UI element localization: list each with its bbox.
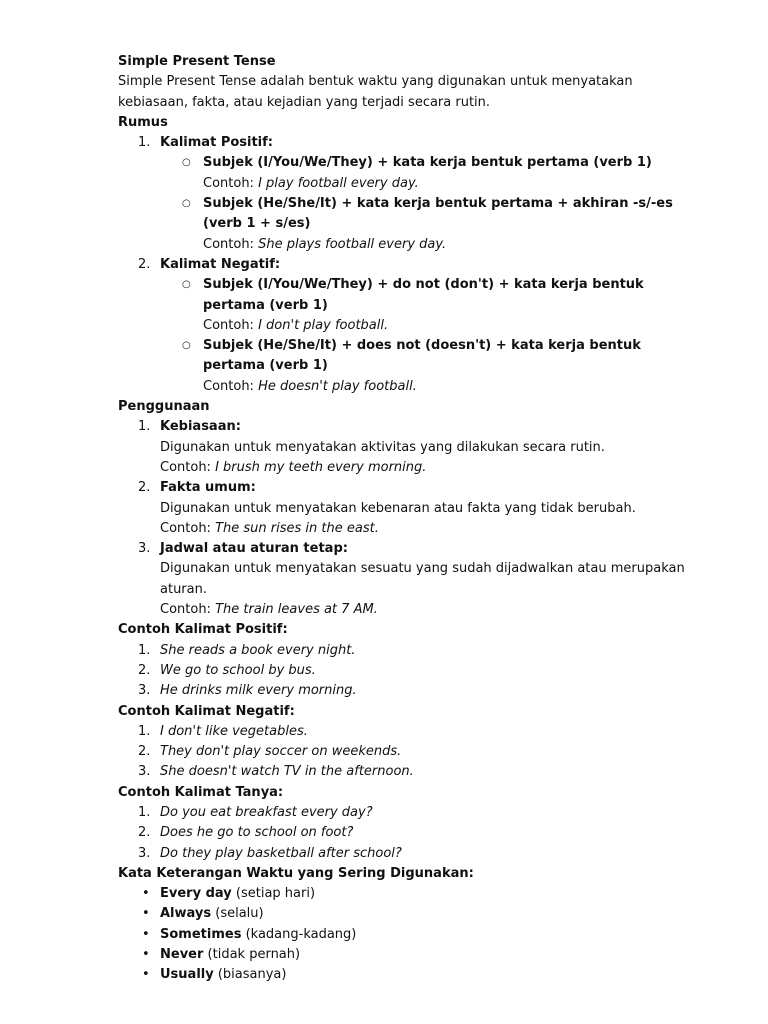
- list-item: [118, 641, 678, 661]
- list-item-label: Kalimat Negatif:: [160, 256, 281, 272]
- circle-bullet-icon: ○: [182, 198, 191, 210]
- circle-bullet-icon: ○: [182, 279, 191, 291]
- usage-description: Digunakan untuk menyatakan kebenaran atau fakta yang tidak berubah.: [160, 500, 636, 516]
- adverb-meaning: (setiap hari): [235, 886, 316, 902]
- sentence-text: She reads a book every night.: [160, 642, 356, 658]
- list-item: [118, 417, 678, 437]
- example-label: Contoh:: [160, 520, 211, 536]
- document-content: [118, 52, 685, 986]
- sentence-text: They don't play soccer on weekends.: [160, 744, 402, 760]
- adverb-meaning: (kadang-kadang): [245, 926, 357, 942]
- list-number: 3.: [138, 541, 151, 557]
- sentence-text: Do you eat breakfast every day?: [160, 804, 373, 820]
- sub-list-item: [118, 153, 678, 173]
- formula-continuation: pertama (verb 1): [203, 297, 328, 313]
- example-line: [118, 316, 678, 336]
- list-item: [118, 681, 678, 701]
- example-text: I play football every day.: [258, 175, 419, 191]
- list-number: 1.: [138, 135, 151, 151]
- list-item-label: Jadwal atau aturan tetap:: [160, 541, 348, 557]
- list-item: [118, 742, 678, 762]
- example-line: [118, 458, 678, 478]
- sentence-text: We go to school by bus.: [160, 662, 316, 678]
- formula-text: Subjek (I/You/We/They) + do not (don't) + kata kerja bentuk: [203, 277, 644, 293]
- sub-list-item: [118, 194, 678, 214]
- formula-continuation: (verb 1 + s/es): [203, 216, 311, 232]
- intro-line: kebiasaan, fakta, atau kejadian yang terjadi secara rutin.: [118, 94, 491, 110]
- list-number: 2.: [138, 662, 151, 678]
- bullet-dot-icon: •: [142, 967, 150, 983]
- example-text: The train leaves at 7 AM.: [215, 602, 378, 618]
- circle-bullet-icon: ○: [182, 340, 191, 352]
- example-line: [118, 377, 678, 397]
- list-item: [118, 478, 678, 498]
- adverb-meaning: (selalu): [215, 906, 264, 922]
- list-item-label: Kalimat Positif:: [160, 135, 273, 151]
- list-item: [118, 762, 678, 782]
- bullet-item: [118, 904, 678, 924]
- list-item: [118, 255, 678, 275]
- sentence-text: She doesn't watch TV in the afternoon.: [160, 764, 414, 780]
- usage-description: aturan.: [160, 581, 207, 597]
- section-heading-rumus: Rumus: [118, 114, 168, 130]
- example-line: [118, 600, 678, 620]
- section-heading-positif: Contoh Kalimat Positif:: [118, 622, 288, 638]
- section-heading-tanya: Contoh Kalimat Tanya:: [118, 784, 284, 800]
- section-heading-negatif: Contoh Kalimat Negatif:: [118, 703, 295, 719]
- sentence-text: Does he go to school on foot?: [160, 825, 354, 841]
- list-number: 2.: [138, 480, 151, 496]
- bullet-dot-icon: •: [142, 926, 150, 942]
- circle-bullet-icon: ○: [182, 157, 191, 169]
- list-number: 3.: [138, 764, 151, 780]
- list-item: [118, 844, 678, 864]
- example-line: [118, 235, 678, 255]
- formula-text: Subjek (He/She/It) + does not (doesn't) + kata kerja bentuk: [203, 338, 641, 354]
- bullet-item: [118, 884, 678, 904]
- adverb-term: Usually: [160, 967, 214, 983]
- list-number: 3.: [138, 683, 151, 699]
- example-line: [118, 174, 678, 194]
- list-number: 3.: [138, 845, 151, 861]
- adverb-term: Always: [160, 906, 212, 922]
- example-text: I don't play football.: [258, 317, 389, 333]
- example-text: He doesn't play football.: [258, 378, 417, 394]
- adverb-meaning: (tidak pernah): [207, 947, 301, 963]
- example-label: Contoh:: [203, 317, 254, 333]
- example-label: Contoh:: [160, 459, 211, 475]
- example-label: Contoh:: [160, 602, 211, 618]
- sub-list-item: [118, 275, 678, 295]
- bullet-item: [118, 965, 678, 985]
- example-label: Contoh:: [203, 236, 254, 252]
- adverb-term: Every day: [160, 886, 232, 902]
- list-number: 2.: [138, 256, 151, 272]
- intro-line: Simple Present Tense adalah bentuk waktu yang digunakan untuk menyatakan: [118, 74, 633, 90]
- list-item: [118, 661, 678, 681]
- list-item-label: Fakta umum:: [160, 480, 256, 496]
- example-label: Contoh:: [203, 378, 254, 394]
- section-heading-penggunaan: Penggunaan: [118, 399, 210, 415]
- formula-continuation: pertama (verb 1): [203, 358, 328, 374]
- usage-description: Digunakan untuk menyatakan sesuatu yang sudah dijadwalkan atau merupakan: [160, 561, 685, 577]
- list-item-label: Kebiasaan:: [160, 419, 241, 435]
- sub-list-item: [118, 336, 678, 356]
- page-title: Simple Present Tense: [118, 54, 276, 69]
- bullet-dot-icon: •: [142, 886, 150, 902]
- example-label: Contoh:: [203, 175, 254, 191]
- bullet-dot-icon: •: [142, 906, 150, 922]
- list-number: 1.: [138, 642, 151, 658]
- list-number: 1.: [138, 419, 151, 435]
- sentence-text: Do they play basketball after school?: [160, 845, 402, 861]
- section-heading-keterangan: Kata Keterangan Waktu yang Sering Digunakan:: [118, 865, 474, 881]
- list-number: 2.: [138, 744, 151, 760]
- example-text: I brush my teeth every morning.: [215, 459, 427, 475]
- formula-text: Subjek (I/You/We/They) + kata kerja bentuk pertama (verb 1): [203, 155, 652, 171]
- bullet-item: [118, 925, 678, 945]
- sentence-text: I don't like vegetables.: [160, 723, 308, 739]
- adverb-term: Never: [160, 947, 204, 963]
- list-item: [118, 823, 678, 843]
- formula-text: Subjek (He/She/It) + kata kerja bentuk pertama + akhiran -s/-es: [203, 196, 673, 212]
- list-item: [118, 803, 678, 823]
- example-text: She plays football every day.: [258, 236, 447, 252]
- usage-description: Digunakan untuk menyatakan aktivitas yang dilakukan secara rutin.: [160, 439, 605, 455]
- list-item: [118, 539, 678, 559]
- adverb-term: Sometimes: [160, 926, 242, 942]
- example-text: The sun rises in the east.: [215, 520, 379, 536]
- list-number: 2.: [138, 825, 151, 841]
- list-number: 1.: [138, 804, 151, 820]
- list-item: [118, 722, 678, 742]
- list-item: [118, 133, 678, 153]
- list-number: 1.: [138, 723, 151, 739]
- sentence-text: He drinks milk every morning.: [160, 683, 357, 699]
- bullet-dot-icon: •: [142, 947, 150, 963]
- example-line: [118, 519, 678, 539]
- bullet-item: [118, 945, 678, 965]
- adverb-meaning: (biasanya): [217, 967, 287, 983]
